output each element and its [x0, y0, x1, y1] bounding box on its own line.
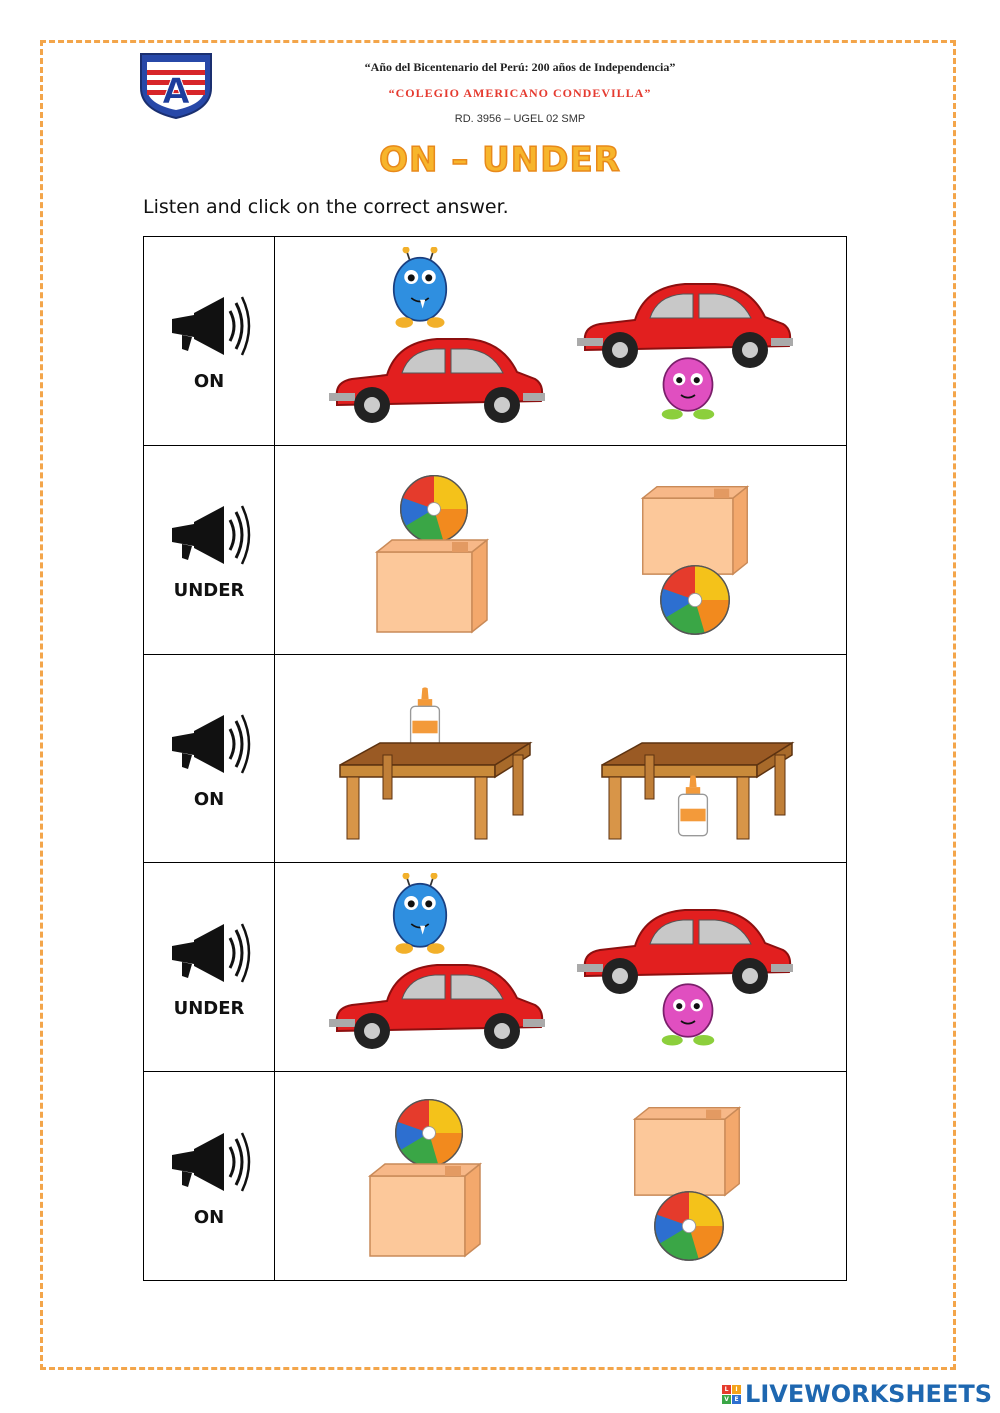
answer-cell	[275, 237, 847, 446]
speaker-icon[interactable]	[164, 1125, 254, 1205]
answer-cell	[275, 1072, 847, 1281]
answer-option-monster-under-car[interactable]	[565, 237, 835, 445]
exercise-table	[143, 236, 847, 1281]
liveworksheets-brand[interactable]	[722, 1381, 992, 1407]
prompt-word: UNDER	[173, 997, 245, 1019]
exercise-row	[144, 863, 847, 1072]
prompt-cell	[144, 863, 275, 1072]
answer-cell	[275, 863, 847, 1072]
answer-option-ball-on-box[interactable]	[297, 446, 567, 654]
school-logo	[135, 48, 217, 120]
answer-option-monster-under-car[interactable]	[565, 863, 835, 1071]
worksheet-title: ON – UNDER	[379, 140, 621, 180]
prompt-cell	[144, 445, 275, 654]
school-name: “COLEGIO AMERICANO CONDEVILLA”	[388, 86, 652, 100]
answer-option-ball-on-box[interactable]	[297, 1072, 567, 1280]
resolution-number: RD. 3956 – UGEL 02 SMP	[454, 113, 586, 125]
instruction-text: Listen and click on the correct answer.	[143, 196, 509, 218]
speaker-icon[interactable]	[164, 707, 254, 787]
answer-cell	[275, 654, 847, 863]
header-line-1: “Año del Bicentenario del Perú: 200 años de Independencia”	[364, 60, 676, 74]
brand-text: LIVEWORKSHEETS	[745, 1380, 992, 1408]
answer-option-ball-under-box[interactable]	[565, 446, 835, 654]
prompt-word: ON	[193, 788, 225, 810]
exercise-row	[144, 237, 847, 446]
answer-option-monster-on-car[interactable]	[297, 237, 567, 445]
prompt-word: ON	[193, 371, 225, 393]
speaker-icon[interactable]	[164, 916, 254, 996]
live-logo-icon: L I V E	[722, 1385, 741, 1404]
prompt-word: UNDER	[173, 580, 245, 602]
answer-option-monster-on-car[interactable]	[297, 863, 567, 1071]
answer-option-glue-under-table[interactable]	[565, 655, 835, 863]
answer-option-glue-on-table[interactable]	[297, 655, 567, 863]
prompt-cell	[144, 237, 275, 446]
exercise-row	[144, 445, 847, 654]
speaker-icon[interactable]	[164, 498, 254, 578]
speaker-icon[interactable]	[164, 289, 254, 369]
prompt-word: ON	[193, 1206, 225, 1228]
exercise-row	[144, 1072, 847, 1281]
answer-cell	[275, 445, 847, 654]
prompt-cell	[144, 654, 275, 863]
answer-option-ball-under-box[interactable]	[565, 1072, 835, 1280]
svg-text:A: A	[162, 71, 190, 112]
prompt-cell	[144, 1072, 275, 1281]
exercise-row	[144, 654, 847, 863]
